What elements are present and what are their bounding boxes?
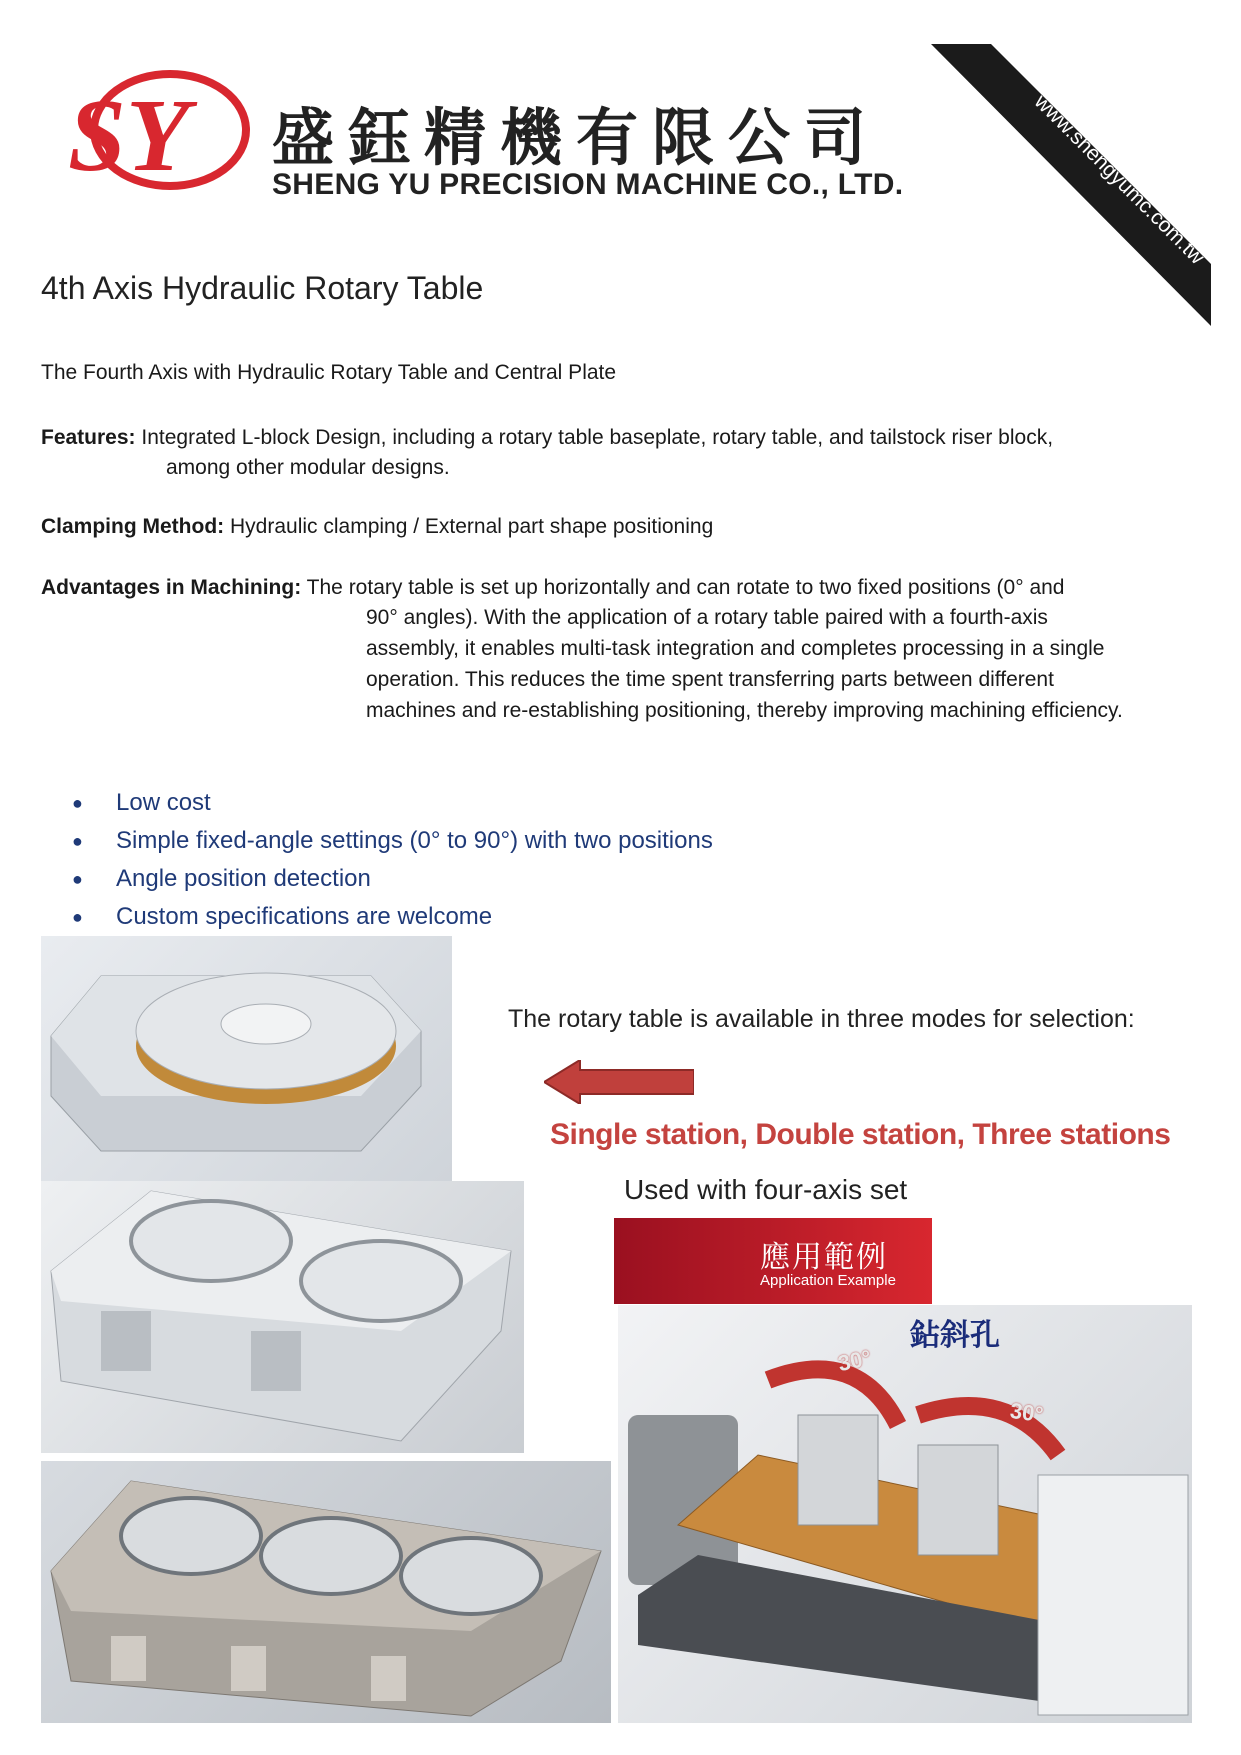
application-title-chinese: 應用範例 [760,1240,888,1275]
corner-banner [931,44,1211,326]
bullet-icon: ● [72,792,83,813]
list-item: ● Low cost [72,789,211,816]
four-axis-caption: Used with four-axis set [624,1174,908,1205]
company-name-english: SHENG YU PRECISION MACHINE CO., LTD. [272,168,904,201]
advantages-line [41,572,1065,603]
features-line [41,422,1053,453]
svg-text:SY: SY [68,78,190,193]
bullet-icon: ● [72,868,83,889]
left-arrow-icon [544,1060,694,1104]
bullet-icon: ● [72,906,83,927]
advantages-text: The rotary table is set up horizontally and can rotate to two fixed positions (0° and [306,576,1065,599]
company-logo [62,66,250,196]
list-item: ● Simple fixed-angle settings (0° to 90°) with two positions [72,827,713,854]
drill-angle-hole-label: 鉆斜孔 [910,1318,1000,1353]
clamping-text: Hydraulic clamping / External part shape positioning [230,515,714,538]
list-item: ● Custom specifications are welcome [72,903,493,930]
clamping-label: Clamping Method: [41,515,225,538]
angle-label-first: 30° [835,1344,874,1377]
double-station-image [41,1181,524,1453]
features-label: Features: [41,426,136,449]
subtitle: The Fourth Axis with Hydraulic Rotary Table and Central Plate [41,361,617,384]
company-name-chinese: 盛鈺精機有限公司 [272,101,881,174]
application-title-english: Application Example [760,1272,896,1289]
station-options: Single station, Double station, Three stations [550,1118,1171,1151]
list-item: ● Angle position detection [72,865,371,892]
application-example-image [618,1305,1192,1723]
advantages-continuation: 90° angles). With the application of a rotary table paired with a fourth-axis assembly, it enables multi-task integration and completes processing in a single operation. This reduces the time spent transferring parts between different machines and re-establishing positioning, thereby improving machining efficiency. [366,606,1123,722]
features-continuation: among other modular designs. [166,456,450,479]
advantages-label: Advantages in Machining: [41,576,302,599]
website-url[interactable]: www.shengyumc.com.tw [1029,90,1209,270]
modes-description: The rotary table is available in three modes for selection: [508,1005,1135,1033]
clamping-line [41,511,713,542]
features-text: Integrated L-block Design, including a rotary table baseplate, rotary table, and tailstock riser block, [141,426,1054,449]
angle-label-second: 30° [1008,1397,1045,1428]
single-station-image [41,936,452,1181]
bullet-icon: ● [72,830,83,851]
three-station-image [41,1461,611,1723]
page-title: 4th Axis Hydraulic Rotary Table [41,270,484,306]
